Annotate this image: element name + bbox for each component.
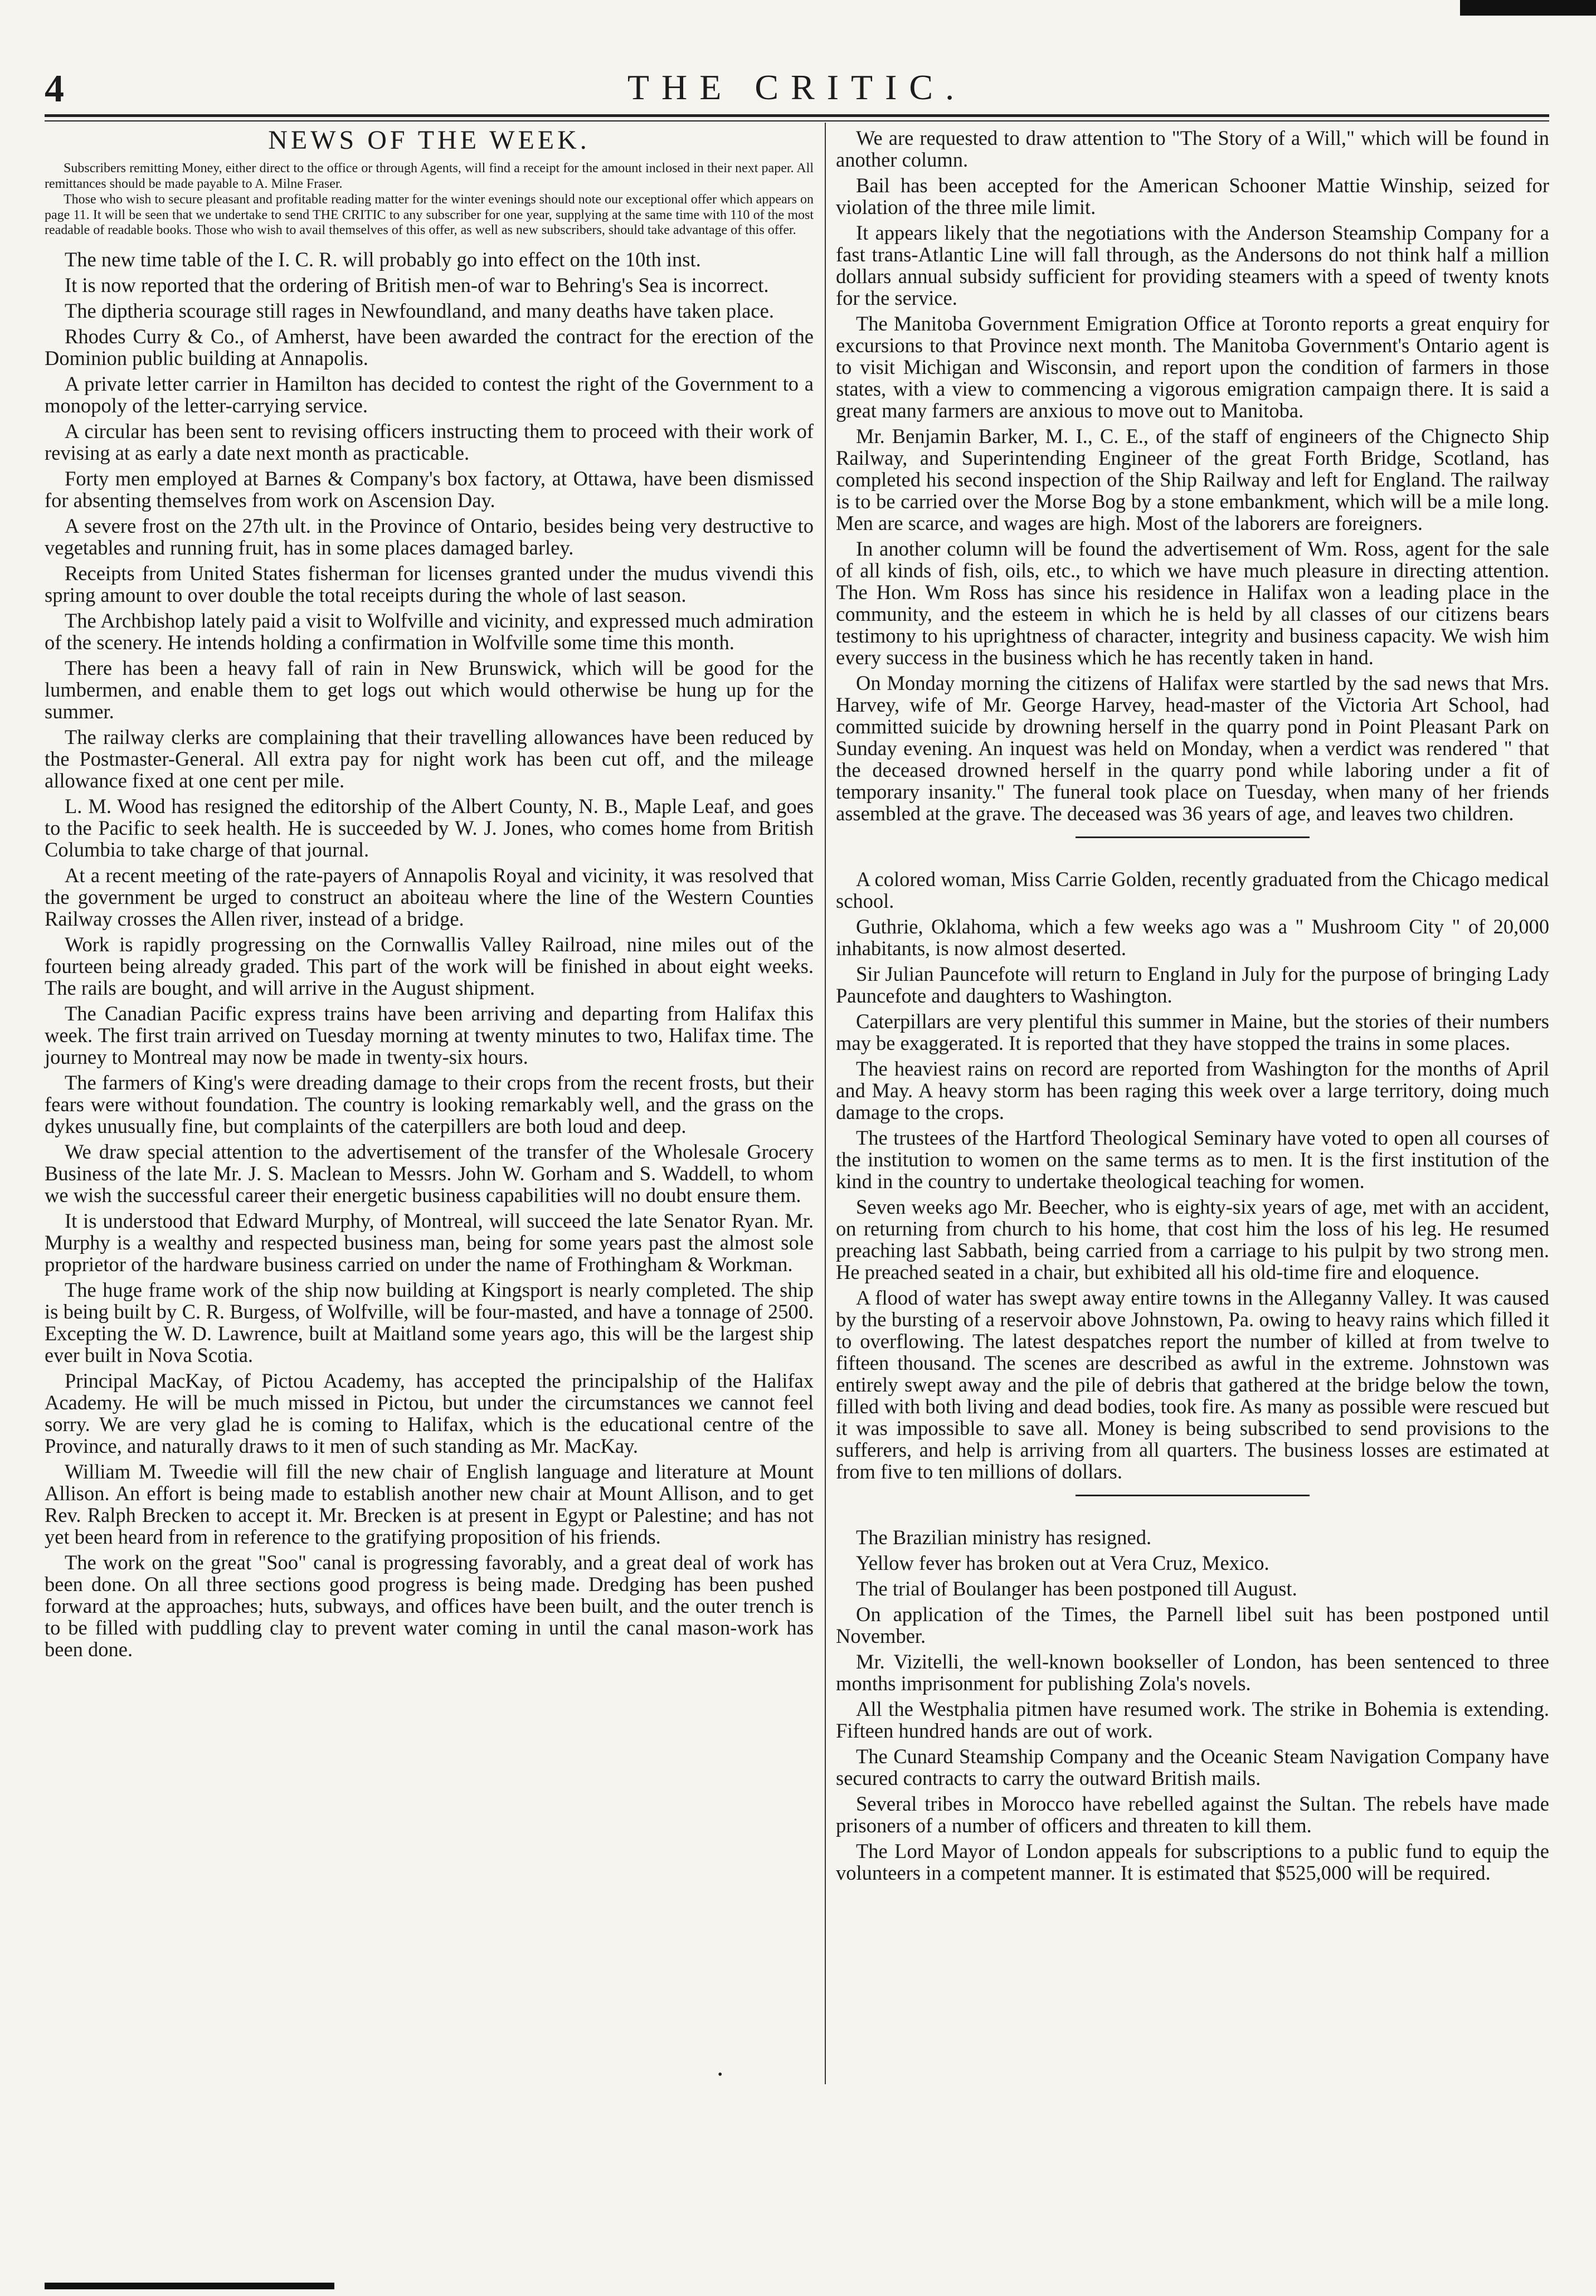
end-mark: •: [718, 2068, 723, 2082]
news-item: A severe frost on the 27th ult. in the Province of Ontario, besides being very destructive to vegetables and running fruit, has in some places damaged barley.: [45, 514, 814, 559]
news-item: It appears likely that the negotiations with the Anderson Steamship Company for a fast trans-Atlantic Line will fall through, as the Andersons do not think half a million dollars annual subsidy sufficient for providing steamers with a speed of twenty knots for the service.: [836, 221, 1549, 309]
news-item: A private letter carrier in Hamilton has decided to contest the right of the Government to a monopoly of the letter-carrying service.: [45, 372, 814, 417]
news-item: The trustees of the Hartford Theological Seminary have voted to open all courses of the institution to women on the same terms as to men. It is the first institution of the kind in the country to undertake theological teaching for women.: [836, 1126, 1549, 1193]
news-item: The Brazilian ministry has resigned.: [856, 1526, 1152, 1549]
news-item: There has been a heavy fall of rain in New Brunswick, which will be good for the lumbermen, and enable them to get logs out which would otherwise be hung up for the summer.: [45, 656, 814, 723]
news-item: Guthrie, Oklahoma, which a few weeks ago was a " Mushroom City " of 20,000 inhabitants, is now almost deserted.: [836, 915, 1549, 960]
news-item: The work on the great "Soo" canal is progressing favorably, and a great deal of work has been done. On all three sections good progress is being made. Dredging has been pushed forward at the approaches; huts, subways, and offices have been built, and the outer trench is to be filled with puddling clay to prevent water coming in until the canal mason-work has been done.: [45, 1550, 814, 1661]
news-item: A flood of water has swept away entire towns in the Alleganny Valley. It was caused by the bursting of a reservoir above Johnstown, Pa. owing to heavy rains which filled it to overflowing. The latest despatches report the number of killed at from twelve to fifteen thousand. The scenes are described as awful in the extreme. Johnstown was entirely swept away and the pile of debris that gathered at the bridge below the town, filled with both living and dead bodies, took fire. As many as possible were rescued but it was impossible to save all. Money is being subscribed to send provisions to the sufferers, and help is arriving from all quarters. The business losses are estimated at from five to ten millions of dollars.: [836, 1286, 1549, 1483]
news-item: All the Westphalia pitmen have resumed work. The strike in Bohemia is extending. Fifteen hundred hands are out of work.: [836, 1697, 1549, 1742]
news-item: The new time table of the I. C. R. will probably go into effect on the 10th inst.: [65, 247, 701, 271]
news-item: Caterpillars are very plentiful this summer in Maine, but the stories of their numbers may be exaggerated. It is reported that they have stopped the trains in some places.: [836, 1010, 1549, 1054]
news-item: Rhodes Curry & Co., of Amherst, have been awarded the contract for the erection of the Dominion public building at Annapolis.: [45, 324, 814, 369]
news-item: The diptheria scourage still rages in Newfoundland, and many deaths have taken place.: [65, 299, 774, 322]
news-item: It is now reported that the ordering of British men-of war to Behring's Sea is incorrect.: [65, 273, 769, 296]
header-rule-thin: [45, 120, 1549, 121]
news-item: A circular has been sent to revising officers instructing them to proceed with their work of revising at as early a date next month as practicable.: [45, 419, 814, 464]
notice-paragraph: Those who wish to secure pleasant and profitable reading matter for the winter evenings should note our exceptional offer which appears on page 11. It will be seen that we undertake to send THE CRITIC to any subscriber for one year, supplying at the same time with 110 of the most readable of readable books. Those who wish to avail themselves of this offer, as well as new subscribers, should take advantage of this offer.: [45, 192, 814, 237]
news-item: On application of the Times, the Parnell libel suit has been postponed until November.: [836, 1603, 1549, 1647]
bottom-edge-bar: [45, 2283, 334, 2289]
news-item: William M. Tweedie will fill the new chair of English language and literature at Mount Allison. An effort is being made to establish another new chair at Mount Allison, and to get Rev. Ralph Brecken to accept it. Mr. Brecken is at present in Egypt or Palestine; and has not yet been heard from in reference to the gratifying proposition of his friends.: [45, 1460, 814, 1548]
news-item: The Cunard Steamship Company and the Oceanic Steam Navigation Company have secured contracts to carry the outward British mails.: [836, 1745, 1549, 1789]
news-item: We draw special attention to the advertisement of the transfer of the Wholesale Grocery Business of the late Mr. J. S. Maclean to Messrs. John W. Gorham and S. Waddell, to whom we wish the successful career their energetic business capabilities will no doubt ensure them.: [45, 1140, 814, 1207]
news-item: L. M. Wood has resigned the editorship of the Albert County, N. B., Maple Leaf, and goes to the Pacific to seek health. He is succeeded by W. J. Jones, who comes home from British Columbia to take charge of that journal.: [45, 794, 814, 861]
section-divider: [1076, 836, 1310, 838]
news-item: The farmers of King's were dreading damage to their crops from the recent frosts, but their fears were without foundation. The country is looking remarkably well, and the grass on the dykes unusually fine, but complaints of the caterpillers are both loud and deep.: [45, 1071, 814, 1137]
section-divider: [1076, 1495, 1310, 1496]
news-item: A colored woman, Miss Carrie Golden, recently graduated from the Chicago medical school.: [836, 868, 1549, 912]
top-edge-bar: [1460, 0, 1596, 16]
news-item: The trial of Boulanger has been postponed till August.: [856, 1577, 1297, 1600]
news-item: The railway clerks are complaining that their travelling allowances have been reduced by the Postmaster-General. All extra pay for night work has been cut off, and the mileage allowance fixed at one cent per mile.: [45, 725, 814, 792]
news-item: On Monday morning the citizens of Halifax were startled by the sad news that Mrs. Harvey, wife of Mr. George Harvey, head-master of the Victoria Art School, had committed suicide by drowning herself in the quarry pond in Point Pleasant Park on Sunday evening. An inquest was held on Monday, when a verdict was rendered " that the deceased drowned herself in the quarry pond while laboring under a fit of temporary insanity." The funeral took place on Tuesday, when many of her friends assembled at the grave. The deceased was 36 years of age, and leaves two children.: [836, 672, 1549, 825]
news-item: The Archbishop lately paid a visit to Wolfville and vicinity, and expressed much admiration of the scenery. He intends holding a confirmation in Wolfville some time this month.: [45, 609, 814, 654]
news-item: Yellow fever has broken out at Vera Cruz, Mexico.: [856, 1551, 1269, 1574]
news-item: In another column will be found the advertisement of Wm. Ross, agent for the sale of all kinds of fish, oils, etc., to which we have much pleasure in directing attention. The Hon. Wm Ross has since his residence in Halifax won a leading place in the community, and the esteem in which he is held by all classes of our citizens bears testimony to his uprightness of character, integrity and business capacity. We wish him every success in the business which he has recently taken in hand.: [836, 537, 1549, 669]
news-item: Bail has been accepted for the American Schooner Mattie Winship, seized for violation of the three mile limit.: [836, 174, 1549, 218]
news-item: The huge frame work of the ship now building at Kingsport is nearly completed. The ship is being built by C. R. Burgess, of Wolfville, will be four-masted, and have a tonnage of 2500. Excepting the W. D. Lawrence, built at Maitland some years ago, this will be the largest ship ever built in Nova Scotia.: [45, 1278, 814, 1366]
page-header: [45, 67, 1549, 117]
news-item: The heaviest rains on record are reported from Washington for the months of April and May. A heavy storm has been raging this week over a large territory, doing much damage to the crops.: [836, 1057, 1549, 1123]
header-rule-thick: [45, 114, 1549, 117]
news-item: It is understood that Edward Murphy, of Montreal, will succeed the late Senator Ryan. Mr. Murphy is a wealthy and respected business man, being for some years past the almost sole proprietor of the hardware business carried on under the name of Frothingham & Workman.: [45, 1209, 814, 1276]
news-item: Work is rapidly progressing on the Cornwallis Valley Railroad, nine miles out of the fourteen being already graded. This part of the work will be finished in about eight weeks. The rails are bought, and will arrive in the August shipment.: [45, 932, 814, 999]
page-number: 4: [45, 67, 64, 110]
newspaper-title: THE CRITIC.: [627, 67, 967, 107]
news-item: Forty men employed at Barnes & Company's box factory, at Ottawa, have been dismissed for absenting themselves from work on Ascension Day.: [45, 466, 814, 512]
column-separator: [825, 123, 826, 2084]
news-item: The Lord Mayor of London appeals for subscriptions to a public fund to equip the volunteers in a competent manner. It is estimated that $525,000 will be required.: [836, 1840, 1549, 1884]
section-heading: NEWS OF THE WEEK.: [268, 125, 590, 155]
news-item: The Manitoba Government Emigration Office at Toronto reports a great enquiry for excursions to that Province next month. The Manitoba Government's Ontario agent is to visit Michigan and Wisconsin, and report upon the condition of farmers in those states, with a view to commencing a vigorous emigration campaign there. It is said a great many farmers are anxious to move out to Manitoba.: [836, 312, 1549, 422]
news-item: Mr. Vizitelli, the well-known bookseller of London, has been sentenced to three months imprisonment for publishing Zola's novels.: [836, 1650, 1549, 1695]
notice-paragraph: Subscribers remitting Money, either direct to the office or through Agents, will find a receipt for the amount inclosed in their next paper. All remittances should be made payable to A. Milne Fraser.: [45, 161, 814, 191]
news-item: Mr. Benjamin Barker, M. I., C. E., of the staff of engineers of the Chignecto Ship Railway, and Superintending Engineer of the great Forth Bridge, Scotland, has completed his second inspection of the Ship Railway and left for England. The railway is to be carried over the Morse Bog by a stone embankment, which will be a mile long. Men are scarce, and wages are high. Most of the laborers are foreigners.: [836, 425, 1549, 534]
left-column: [45, 127, 814, 1664]
news-item: Sir Julian Pauncefote will return to England in July for the purpose of bringing Lady Pauncefote and daughters to Washington.: [836, 962, 1549, 1007]
subscriber-notice: [45, 161, 814, 239]
news-item: Receipts from United States fisherman for licenses granted under the mudus vivendi this spring amount to over double the total receipts during the whole of last season.: [45, 561, 814, 606]
right-column: [836, 127, 1549, 1888]
news-item: The Canadian Pacific express trains have been arriving and departing from Halifax this week. The first train arrived on Tuesday morning at twenty minutes to two, Halifax time. The journey to Montreal may now be made in twenty-six hours.: [45, 1001, 814, 1068]
news-item: Principal MacKay, of Pictou Academy, has accepted the principalship of the Halifax Academy. He will be much missed in Pictou, but under the circumstances we cannot feel sorry. We are very glad he is coming to Halifax, which is the educational centre of the Province, and naturally draws to it men of such standing as Mr. MacKay.: [45, 1369, 814, 1457]
news-item: Several tribes in Morocco have rebelled against the Sultan. The rebels have made prisoners of a number of officers and threaten to kill them.: [836, 1792, 1549, 1837]
news-item: We are requested to draw attention to "The Story of a Will," which will be found in another column.: [836, 127, 1549, 171]
news-item: Seven weeks ago Mr. Beecher, who is eighty-six years of age, met with an accident, on returning from church to his home, that cost him the loss of his leg. He resumed preaching last Sabbath, being carried from a carriage to his pulpit by two strong men. He preached seated in a chair, but exhibited all his old-time fire and eloquence.: [836, 1195, 1549, 1283]
news-item: At a recent meeting of the rate-payers of Annapolis Royal and vicinity, it was resolved that the government be urged to construct an aboiteau where the line of the Western Counties Railway crosses the Allen river, instead of a bridge.: [45, 863, 814, 930]
